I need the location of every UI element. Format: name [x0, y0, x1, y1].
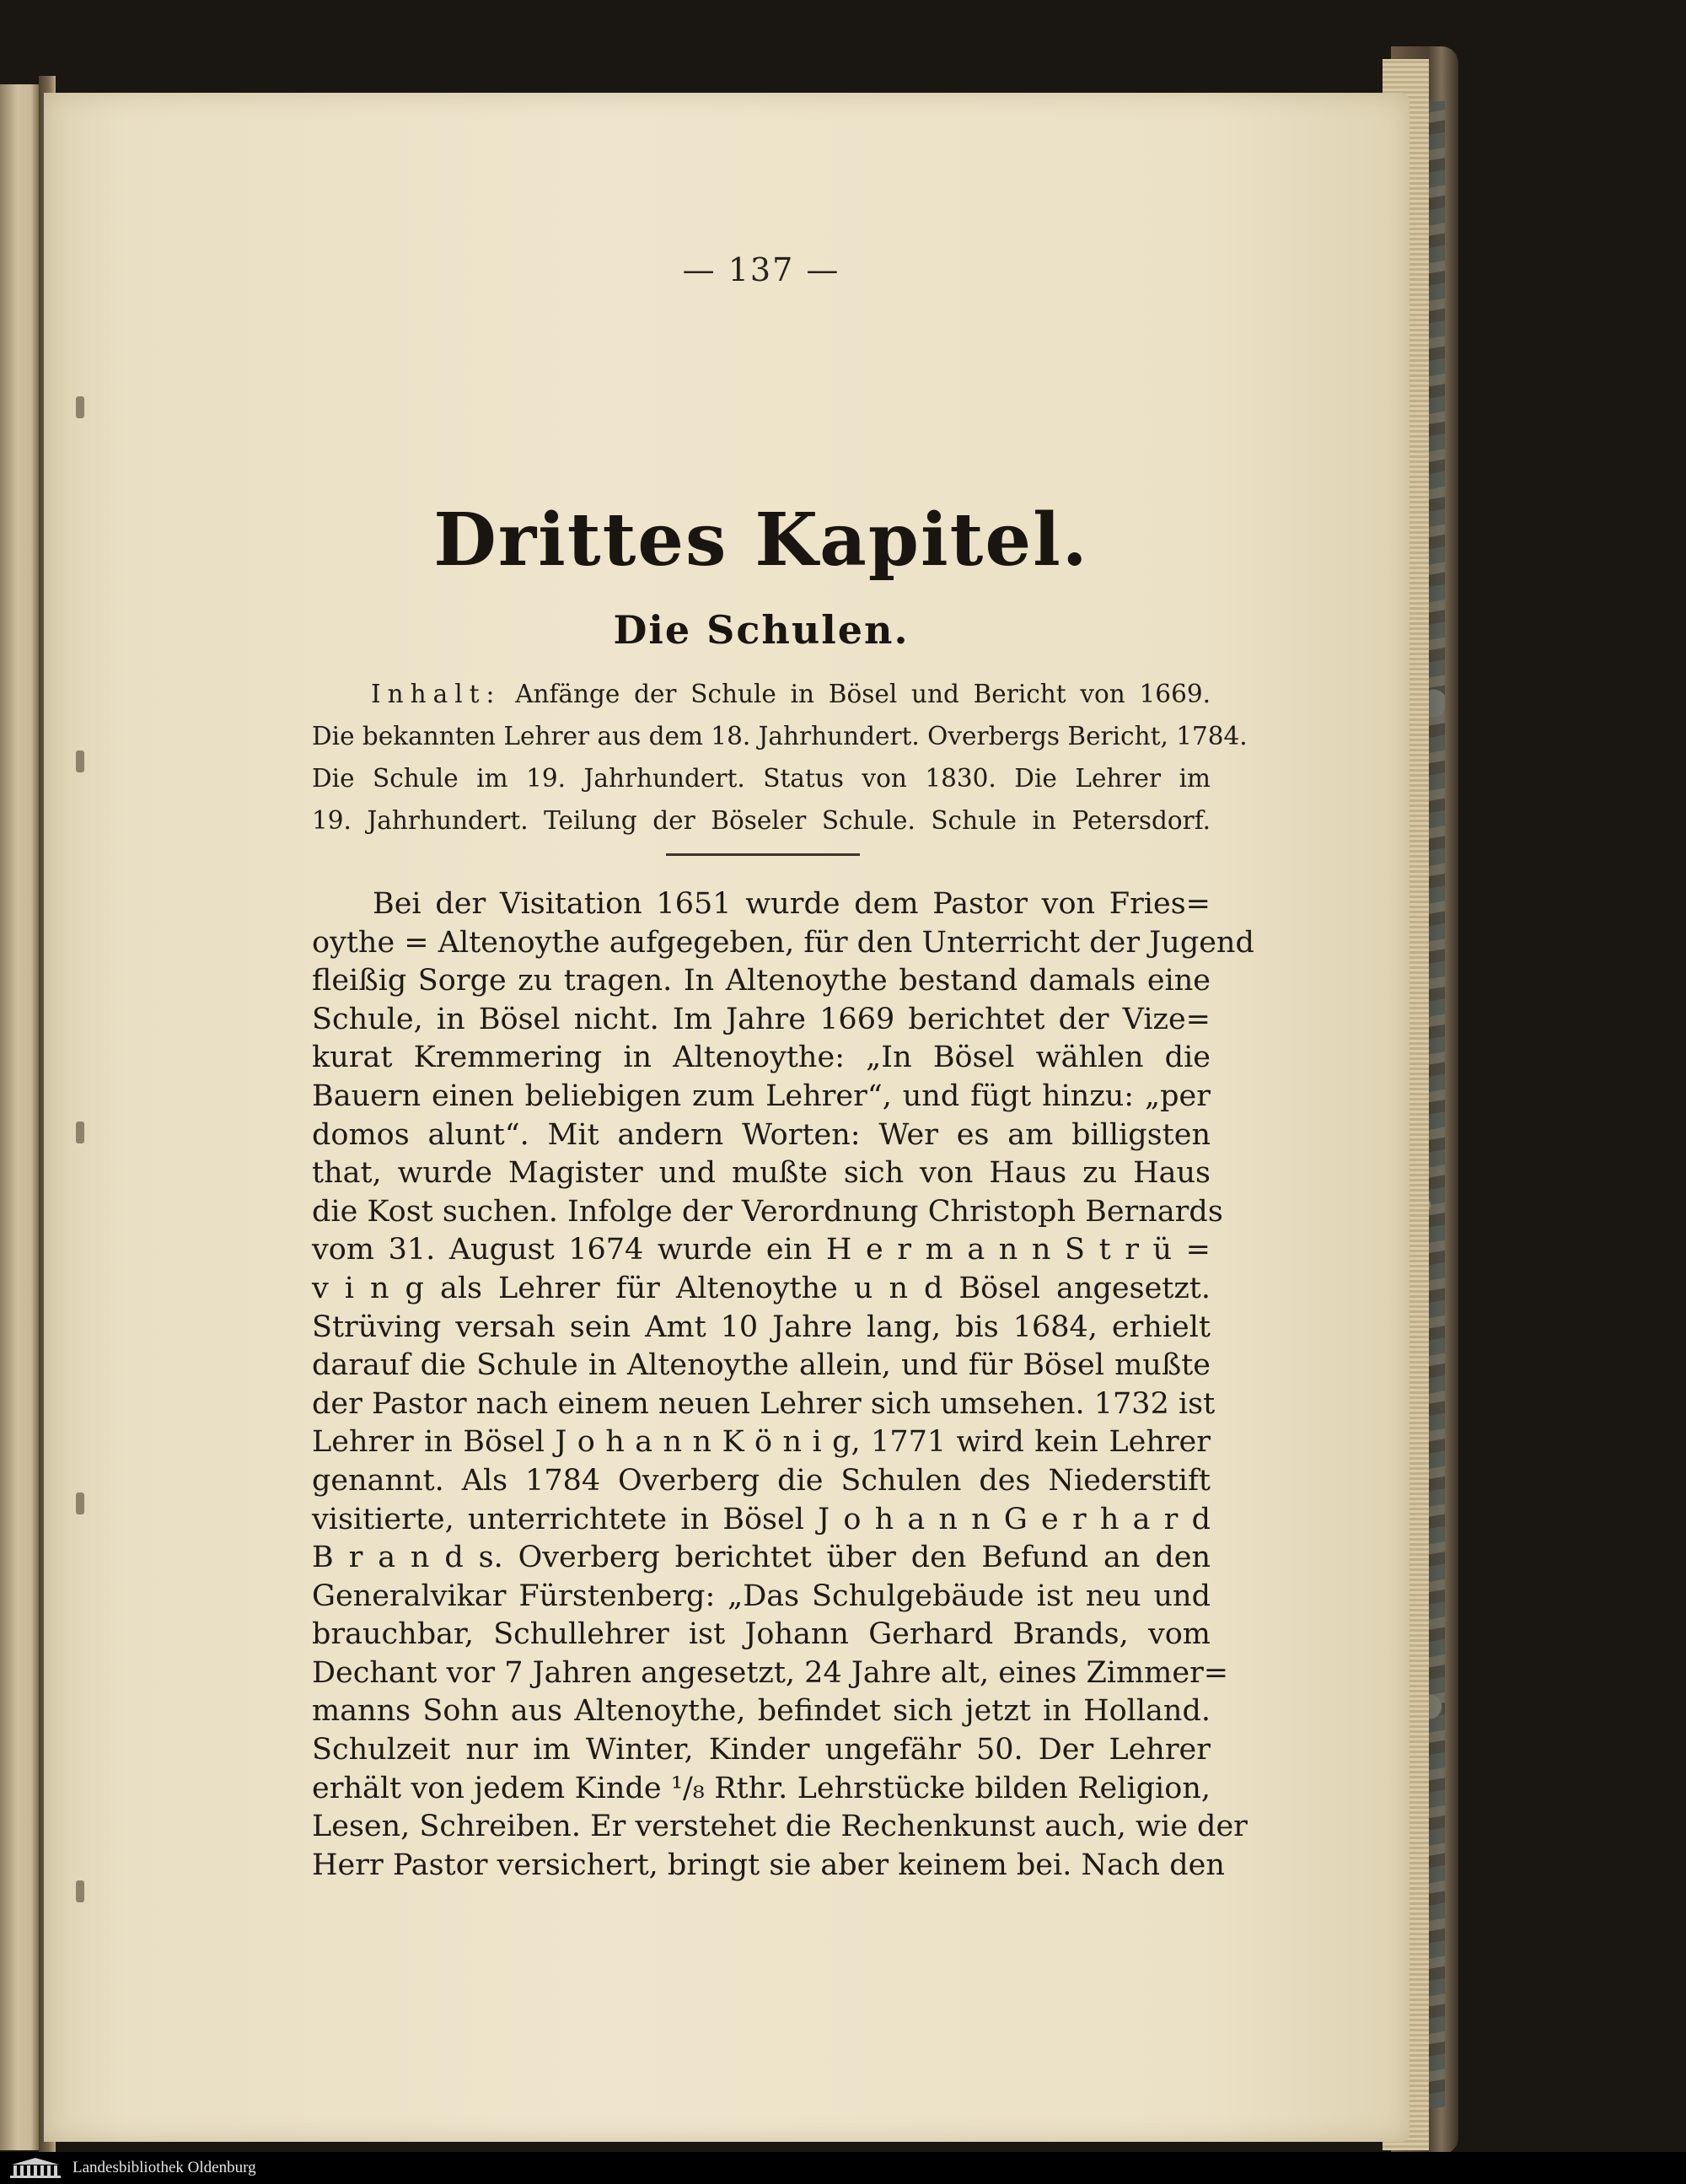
- body-line: Schulzeit nur im Winter, Kinder ungefähr 50. Der Lehrer: [312, 1733, 1211, 1767]
- body-line: brauchbar, Schullehrer ist Johann Gerhard Brands, vom: [312, 1617, 1211, 1652]
- book-page: [44, 93, 1409, 2142]
- page-number: — 137 —: [682, 251, 840, 288]
- body-line: oythe = Altenoythe aufgegeben, für den Unterricht der Jugend: [312, 925, 1254, 960]
- summary-text: Anfänge der Schule in Bösel und Bericht von 1669.: [515, 680, 1211, 708]
- library-building-logo: [8, 2157, 62, 2179]
- body-line: v i n g als Lehrer für Altenoythe u n d Bösel angesetzt.: [312, 1271, 1211, 1305]
- body-line: that, wurde Magister und mußte sich von Haus zu Haus: [312, 1156, 1211, 1191]
- body-line: Bauern einen beliebigen zum Lehrer“, und fügt hinzu: „per: [312, 1079, 1211, 1113]
- summary-label: Inhalt:: [371, 680, 502, 708]
- section-divider: [666, 853, 860, 856]
- footer-library-name: Landesbibliothek Oldenburg: [72, 2159, 256, 2176]
- body-line: domos alunt“. Mit andern Worten: Wer es am billigsten: [312, 1117, 1211, 1152]
- body-line: fleißig Sorge zu tragen. In Altenoythe bestand damals eine: [312, 964, 1211, 998]
- body-line: Strüving versah sein Amt 10 Jahre lang, bis 1684, erhielt: [312, 1310, 1211, 1344]
- body-line: Herr Pastor versichert, bringt sie aber keinem bei. Nach den: [312, 1848, 1225, 1882]
- chapter-title: Drittes Kapitel.: [433, 498, 1089, 583]
- summary-line: [312, 673, 1211, 715]
- body-line: Generalvikar Fürstenberg: „Das Schulgebäude ist neu und: [312, 1579, 1211, 1613]
- chapter-summary: [312, 673, 1248, 842]
- body-text: [312, 885, 1254, 1885]
- body-line: erhält von jedem Kinde ¹/₈ Rthr. Lehrstücke bilden Religion,: [312, 1771, 1211, 1805]
- summary-line: 19. Jahrhundert. Teilung der Böseler Schule. Schule in Petersdorf.: [312, 806, 1211, 835]
- body-line: die Kost suchen. Infolge der Verordnung Christoph Bernards: [312, 1194, 1223, 1229]
- summary-line: Die Schule im 19. Jahrhundert. Status von 1830. Die Lehrer im: [312, 764, 1211, 793]
- footer-bar: [0, 2152, 1686, 2184]
- body-line: Dechant vor 7 Jahren angesetzt, 24 Jahre alt, eines Zimmer=: [312, 1655, 1229, 1690]
- body-line: Schule, in Bösel nicht. Im Jahre 1669 berichtet der Vize=: [312, 1002, 1211, 1036]
- body-line: der Pastor nach einem neuen Lehrer sich umsehen. 1732 ist: [312, 1386, 1216, 1421]
- body-line: Lesen, Schreiben. Er verstehet die Rechenkunst auch, wie der: [312, 1810, 1248, 1844]
- body-line: darauf die Schule in Altenoythe allein, und für Bösel mußte: [312, 1348, 1211, 1383]
- body-line: genannt. Als 1784 Overberg die Schulen des Niederstift: [312, 1463, 1211, 1498]
- summary-line: Die bekannten Lehrer aus dem 18. Jahrhundert. Overbergs Bericht, 1784.: [312, 722, 1248, 750]
- body-line: Lehrer in Bösel J o h a n n K ö n i g, 1771 wird kein Lehrer: [312, 1425, 1211, 1460]
- body-line: visitierte, unterrichtete in Bösel J o h a n n G e r h a r d: [312, 1502, 1211, 1536]
- chapter-subtitle: Die Schulen.: [613, 607, 910, 653]
- body-line: vom 31. August 1674 wurde ein H e r m a n n S t r ü =: [312, 1233, 1211, 1267]
- binding-stitches: [76, 396, 84, 1914]
- body-line: kurat Kremmering in Altenoythe: „In Bösel wählen die: [312, 1041, 1211, 1075]
- body-line: manns Sohn aus Altenoythe, befindet sich jetzt in Holland.: [312, 1694, 1211, 1729]
- body-line: B r a n d s. Overberg berichtet über den Befund an den: [312, 1541, 1211, 1575]
- body-line: Bei der Visitation 1651 wurde dem Pastor von Fries=: [373, 887, 1211, 921]
